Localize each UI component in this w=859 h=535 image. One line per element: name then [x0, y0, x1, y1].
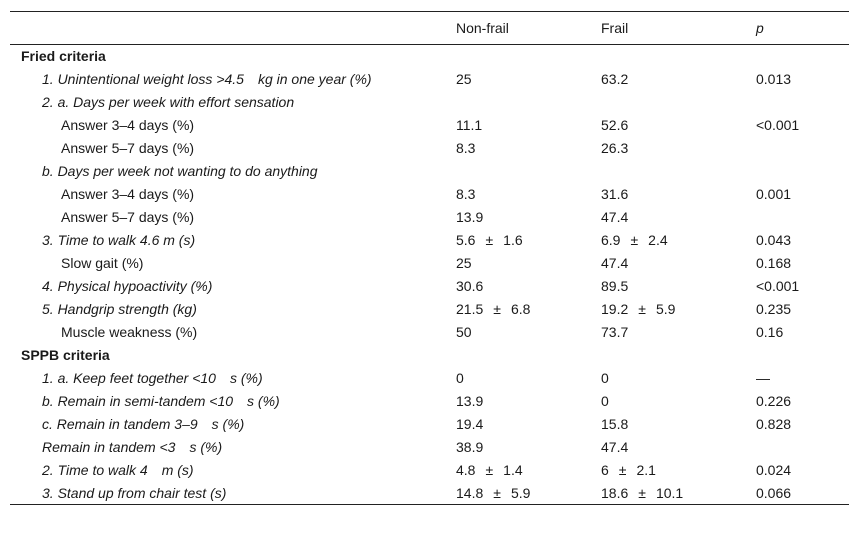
table-row	[10, 413, 849, 436]
table-row	[10, 390, 849, 413]
row-label-part: m (s)	[161, 462, 194, 478]
row-label-text: Answer 3–4 days (%)	[61, 186, 195, 202]
p-value-cell	[756, 183, 849, 206]
p-value-cell	[756, 68, 849, 91]
row-label-part: c. Remain in tandem 3–9	[42, 416, 198, 432]
cell-value: 0	[456, 370, 464, 386]
row-label-part: s (%)	[189, 439, 223, 455]
cell-value: 11.1	[456, 117, 483, 133]
row-label	[10, 298, 456, 321]
p-value-cell	[756, 229, 849, 252]
non-frail-cell	[456, 229, 601, 252]
row-label	[10, 160, 456, 183]
table-row	[10, 321, 849, 344]
non-frail-cell	[456, 413, 601, 436]
p-value: <0.001	[756, 117, 800, 133]
sd-value: 6.8	[510, 301, 531, 317]
non-frail-cell	[456, 482, 601, 505]
non-frail-cell	[456, 45, 601, 68]
cell-value: 73.7	[601, 324, 629, 340]
row-label	[10, 183, 456, 206]
p-value-cell	[756, 344, 849, 367]
table-row	[10, 45, 849, 68]
row-label-part: kg in one year (%)	[257, 71, 372, 87]
row-label-part: s (%)	[229, 370, 263, 386]
p-value: <0.001	[756, 278, 800, 294]
cell-value: 13.9	[456, 393, 484, 409]
mean-value: 6.9	[601, 232, 621, 248]
p-value: 0.828	[756, 416, 792, 432]
p-value: 0.001	[756, 186, 792, 202]
row-label-text: Answer 3–4 days (%)	[61, 117, 195, 133]
cell-value: 38.9	[456, 439, 484, 455]
row-label	[10, 482, 456, 505]
mean-value: 21.5	[456, 301, 484, 317]
row-label-text: 3. Time to walk 4.6 m (s)	[42, 232, 196, 248]
p-value-cell	[756, 436, 849, 459]
frail-cell	[601, 114, 756, 137]
row-label	[10, 275, 456, 298]
row-label	[10, 114, 456, 137]
plus-minus-symbol: ±	[485, 232, 494, 248]
non-frail-cell	[456, 137, 601, 160]
p-value: 0.066	[756, 484, 792, 501]
frail-cell	[601, 45, 756, 68]
non-frail-cell	[456, 436, 601, 459]
p-value: 0.16	[756, 324, 784, 340]
p-value-cell	[756, 206, 849, 229]
frail-cell	[601, 436, 756, 459]
p-value-cell	[756, 482, 849, 505]
sd-value: 10.1	[655, 484, 684, 501]
row-label	[10, 137, 456, 160]
mean-value: 14.8	[456, 484, 484, 501]
frail-cell	[601, 206, 756, 229]
row-label-text: Slow gait (%)	[61, 255, 144, 271]
table-row	[10, 137, 849, 160]
plus-minus-symbol: ±	[638, 484, 646, 501]
plus-minus-symbol: ±	[638, 301, 646, 317]
cell-value: 15.8	[601, 416, 629, 432]
p-value-cell	[756, 298, 849, 321]
table-row	[10, 160, 849, 183]
results-table-container	[10, 11, 849, 505]
frail-cell	[601, 183, 756, 206]
row-label-part: 1. Unintentional weight loss >4.5	[42, 71, 244, 87]
row-label	[10, 252, 456, 275]
frail-cell	[601, 482, 756, 505]
table-row	[10, 367, 849, 390]
p-value-cell	[756, 459, 849, 482]
cell-value: 89.5	[601, 278, 629, 294]
frail-cell	[601, 390, 756, 413]
mean-value: 19.2	[601, 301, 629, 317]
row-label	[10, 206, 456, 229]
p-value: 0.226	[756, 393, 792, 409]
non-frail-cell	[456, 114, 601, 137]
cell-value: 8.3	[456, 140, 476, 156]
table-row	[10, 68, 849, 91]
row-label-part: 2. Time to walk 4	[42, 462, 148, 478]
row-label	[10, 436, 456, 459]
table-body	[10, 45, 849, 505]
frail-cell	[601, 91, 756, 114]
frail-cell	[601, 413, 756, 436]
non-frail-cell	[456, 91, 601, 114]
p-value-cell	[756, 275, 849, 298]
cell-value: 47.4	[601, 439, 629, 455]
frail-cell	[601, 68, 756, 91]
non-frail-cell	[456, 321, 601, 344]
p-value-cell	[756, 252, 849, 275]
header-blank	[10, 12, 456, 45]
row-label-part: s (%)	[211, 416, 245, 432]
sd-value: 2.4	[648, 232, 668, 248]
frail-cell	[601, 137, 756, 160]
row-label	[10, 321, 456, 344]
table-row	[10, 436, 849, 459]
p-value-cell	[756, 45, 849, 68]
header-row	[10, 12, 849, 45]
table-row	[10, 114, 849, 137]
row-label-text: SPPB criteria	[21, 347, 110, 363]
row-label-text: 3. Stand up from chair test (s)	[42, 484, 227, 501]
sd-value: 5.9	[510, 484, 531, 501]
row-label-text: 5. Handgrip strength (kg)	[42, 301, 197, 317]
p-value: —	[756, 370, 770, 386]
row-label	[10, 91, 456, 114]
row-label-text: Muscle weakness (%)	[61, 324, 198, 340]
row-label-text: 2. a. Days per week with effort sensation	[42, 94, 295, 110]
mean-value: 18.6	[601, 484, 629, 501]
non-frail-cell	[456, 367, 601, 390]
header-frail: Frail	[601, 12, 756, 45]
table-row	[10, 183, 849, 206]
cell-value: 25	[456, 71, 472, 87]
plus-minus-symbol: ±	[493, 301, 501, 317]
row-label-text: Answer 5–7 days (%)	[61, 209, 195, 225]
non-frail-cell	[456, 344, 601, 367]
table-row	[10, 298, 849, 321]
p-value-cell	[756, 321, 849, 344]
p-value: 0.235	[756, 301, 792, 317]
non-frail-cell	[456, 459, 601, 482]
table-row	[10, 275, 849, 298]
row-label-part: s (%)	[247, 393, 280, 409]
non-frail-cell	[456, 183, 601, 206]
row-label	[10, 390, 456, 413]
p-value-cell	[756, 413, 849, 436]
row-label-part: b. Remain in semi-tandem <10	[42, 393, 234, 409]
cell-value: 0	[601, 393, 609, 409]
table-row	[10, 229, 849, 252]
non-frail-cell	[456, 275, 601, 298]
row-label	[10, 367, 456, 390]
p-value: 0.043	[756, 232, 792, 248]
row-label-part: 1. a. Keep feet together <10	[42, 370, 216, 386]
table-row	[10, 91, 849, 114]
non-frail-cell	[456, 252, 601, 275]
cell-value: 0	[601, 370, 609, 386]
p-value-cell	[756, 137, 849, 160]
row-label	[10, 68, 456, 91]
row-label	[10, 459, 456, 482]
row-label	[10, 413, 456, 436]
cell-value: 30.6	[456, 278, 484, 294]
row-label	[10, 344, 456, 367]
mean-value: 5.6	[456, 232, 476, 248]
frail-cell	[601, 298, 756, 321]
cell-value: 50	[456, 324, 472, 340]
mean-value: 6	[601, 462, 609, 478]
plus-minus-symbol: ±	[485, 462, 494, 478]
p-value: 0.168	[756, 255, 792, 271]
p-value-cell	[756, 160, 849, 183]
cell-value: 47.4	[601, 255, 629, 271]
non-frail-cell	[456, 160, 601, 183]
cell-value: 31.6	[601, 186, 629, 202]
cell-value: 63.2	[601, 71, 629, 87]
sd-value: 1.4	[503, 462, 523, 478]
frail-cell	[601, 344, 756, 367]
cell-value: 8.3	[456, 186, 476, 202]
cell-value: 25	[456, 255, 472, 271]
row-label-text: Fried criteria	[21, 48, 106, 65]
header-p: p	[756, 12, 849, 45]
row-label-text: Answer 5–7 days (%)	[61, 140, 195, 156]
p-value-cell	[756, 367, 849, 390]
p-value-cell	[756, 390, 849, 413]
sd-value: 2.1	[636, 462, 656, 478]
frail-cell	[601, 459, 756, 482]
sd-value: 1.6	[503, 232, 523, 248]
row-label	[10, 229, 456, 252]
plus-minus-symbol: ±	[630, 232, 639, 248]
frail-cell	[601, 367, 756, 390]
cell-value: 47.4	[601, 209, 629, 225]
plus-minus-symbol: ±	[493, 484, 501, 501]
p-value: 0.024	[756, 462, 792, 478]
cell-value: 19.4	[456, 416, 484, 432]
table-row	[10, 482, 849, 505]
table-row	[10, 344, 849, 367]
frail-cell	[601, 321, 756, 344]
non-frail-cell	[456, 206, 601, 229]
table-row	[10, 206, 849, 229]
table-row	[10, 252, 849, 275]
row-label	[10, 45, 456, 68]
row-label-text: b. Days per week not wanting to do anything	[42, 163, 318, 179]
cell-value: 52.6	[601, 117, 629, 133]
table-row	[10, 459, 849, 482]
plus-minus-symbol: ±	[618, 462, 627, 478]
row-label-text: 4. Physical hypoactivity (%)	[42, 278, 213, 294]
frail-cell	[601, 229, 756, 252]
results-table	[10, 11, 849, 505]
non-frail-cell	[456, 298, 601, 321]
non-frail-cell	[456, 68, 601, 91]
cell-value: 26.3	[601, 140, 629, 156]
row-label-part: Remain in tandem <3	[42, 439, 176, 455]
non-frail-cell	[456, 390, 601, 413]
frail-cell	[601, 160, 756, 183]
frail-cell	[601, 252, 756, 275]
p-value-cell	[756, 114, 849, 137]
header-non-frail: Non-frail	[456, 12, 601, 45]
p-value: 0.013	[756, 71, 792, 87]
cell-value: 13.9	[456, 209, 484, 225]
frail-cell	[601, 275, 756, 298]
sd-value: 5.9	[655, 301, 676, 317]
mean-value: 4.8	[456, 462, 476, 478]
p-value-cell	[756, 91, 849, 114]
